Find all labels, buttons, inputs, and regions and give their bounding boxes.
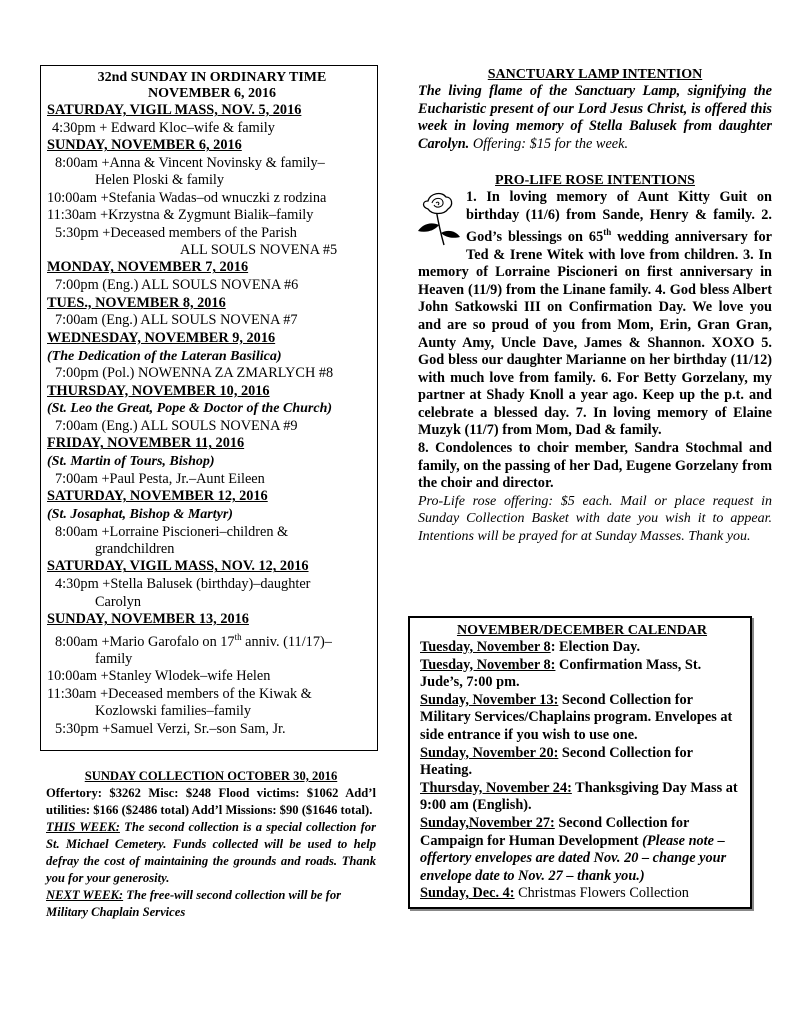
calendar-date: Tuesday, November 8 [420,639,551,655]
calendar-item [420,815,744,885]
mass-intention: 10:00am +Stefania Wadas–od wnuczki z rodzina [47,189,327,206]
mass-intention: 11:30am +Krzystna & Zygmunt Bialik–family [47,207,314,224]
day-heading: SUNDAY, NOVEMBER 6, 2016 [47,137,242,154]
calendar-item [420,885,744,903]
sanctuary-lamp-offering: Offering: $15 for the week. [469,135,629,152]
next-week-label: NEXT WEEK: [46,888,124,902]
prolife-section [418,172,772,546]
calendar-date: Sunday, November 20: [420,744,559,761]
prolife-note: Pro-Life rose offering: $5 each. Mail or place request in Sunday Collection Basket with date you wish it to appear. Intentions will be prayed for at Sunday Masses. Thank you. [418,493,772,545]
mass-schedule-box [40,65,378,751]
mass-intention: 11:30am +Deceased members of the Kiwak & [47,685,312,702]
this-week-label: THIS WEEK: [46,820,120,834]
calendar-title: NOVEMBER/DECEMBER CALENDAR [456,623,708,638]
calendar-item [420,657,744,692]
mass-intention: 8:00am +Lorraine Piscioneri–children & [55,523,289,540]
calendar-item [420,692,744,745]
day-heading: FRIDAY, NOVEMBER 11, 2016 [47,435,245,452]
feast-day: (St. Josaphat, Bishop & Martyr) [47,507,233,523]
prolife-title: PRO-LIFE ROSE INTENTIONS [495,173,695,188]
mass-intention: 4:30pm + Edward Kloc–wife & family [52,119,275,136]
calendar-box [408,616,752,909]
next-week-text: The free-will second collection will be for Military Chaplain Services [46,888,342,919]
mass-intention: 5:30pm +Samuel Verzi, Sr.–son Sam, Jr. [55,720,286,737]
day-heading: MONDAY, NOVEMBER 7, 2016 [47,259,249,276]
calendar-text: Christmas Flowers Collection [514,885,689,902]
sunday-collection [46,768,376,921]
mass-intention: family [95,651,133,668]
calendar-text: : Election Day. [550,639,641,655]
mass-intention: 7:00pm (Pol.) NOWENNA ZA ZMARLYCH #8 [55,365,334,382]
rose-icon [414,191,462,247]
mass-intention: 7:00am (Eng.) ALL SOULS NOVENA #9 [55,418,298,435]
feast-day: (St. Leo the Great, Pope & Doctor of the Church) [47,401,333,417]
mass-intention: 7:00pm (Eng.) ALL SOULS NOVENA #6 [55,277,299,294]
day-heading: SATURDAY, NOVEMBER 12, 2016 [47,488,268,505]
mass-intention: 5:30pm +Deceased members of the Parish [55,224,297,241]
calendar-items [420,639,744,903]
day-heading: SUNDAY, NOVEMBER 13, 2016 [47,611,249,628]
mass-schedule-title: 32nd SUNDAY IN ORDINARY TIME [97,70,327,85]
calendar-text: Thanksgiving Day Mass at 9:00 am (English). [420,779,738,814]
day-heading: THURSDAY, NOVEMBER 10, 2016 [47,382,270,399]
calendar-note: (Please note – offertory envelopes are dated Nov. 20 – change your envelope date to Nov. 27 – thank you.) [420,832,727,884]
mass-intention: 8:00am +Mario Garofalo on 17th anniv. (11/17)– [55,631,332,650]
prolife-intentions: 1. In loving memory of Aunt Kitty Guit on birthday (11/6) from Sande, Henry & family. 2. God’s blessings on 65th wedding anniversary for Ted & Irene Witek with love from children. 3. In memory of Lorraine Piscioneri on first anniversary in Heaven (11/9) from the Linane family. 4. God bless Albert John Satkowski III on Confirmation Day. We love you and are so proud of you from Mom, Erin, Gran Gran, Aunty Amy, Uncle Dave, James & Shannon. XOXO 5. God bless our daughter Marianne on her birthday (11/12) with much love from family. 6. For Betty Gorzelany, my partner at Shady Knoll a year ago. Keep up the p.t. and celebrate a blessed day. 7. In loving memory of Elaine Muzyk (11/7) from Mom, Dad & family. [418,189,772,439]
this-week-text: The second collection is a special collection for St. Michael Cemetery. Funds collected will be used to help defray the cost of maintaining the grounds and roads. Thank you for your generosity. [46,820,377,885]
calendar-date: Tuesday, November 8: [420,656,556,673]
mass-intention: ALL SOULS NOVENA #5 [180,242,338,259]
mass-intention: Carolyn [95,593,142,610]
sanctuary-lamp-section [418,66,772,153]
calendar-text: Second Collection for Military Services/Chaplains program. Envelopes at side entrance if you wish to use one. [420,691,733,743]
mass-intention: 7:00am +Paul Pesta, Jr.–Aunt Eileen [55,470,265,487]
calendar-date: Sunday, November 13: [420,691,559,708]
sanctuary-lamp-title: SANCTUARY LAMP INTENTION [487,67,703,82]
calendar-text: Second Collection for Heating. [420,744,693,779]
calendar-date: Sunday,November 27: [420,814,555,831]
feast-day: (St. Martin of Tours, Bishop) [47,454,215,470]
collection-title: SUNDAY COLLECTION OCTOBER 30, 2016 [84,769,338,783]
prolife-condolences: 8. Condolences to choir member, Sandra Stochmal and family, on the passing of her Dad, Eugene Gorzelany from the choir and director. [418,440,772,492]
day-heading: SATURDAY, VIGIL MASS, NOV. 5, 2016 [47,102,302,118]
calendar-date: Sunday, Dec. 4: [420,885,515,902]
calendar-item [420,639,744,657]
mass-intention: 8:00am +Anna & Vincent Novinsky & family– [55,155,325,171]
mass-intention: 10:00am +Stanley Wlodek–wife Helen [47,668,271,685]
calendar-item [420,745,744,780]
mass-intention: Helen Ploski & family [95,172,225,189]
day-heading: SATURDAY, VIGIL MASS, NOV. 12, 2016 [47,558,309,575]
day-heading: WEDNESDAY, NOVEMBER 9, 2016 [47,329,276,346]
calendar-date: Thursday, November 24: [420,779,572,796]
calendar-text: Second Collection for Campaign for Human Development [420,814,690,849]
mass-rows [47,102,377,738]
mass-intention: Kozlowski families–family [95,703,252,720]
mass-intention: 7:00am (Eng.) ALL SOULS NOVENA #7 [55,312,298,329]
mass-intention: 4:30pm +Stella Balusek (birthday)–daughter [55,576,311,593]
mass-intention: grandchildren [95,541,175,558]
day-heading: TUES., NOVEMBER 8, 2016 [47,294,226,311]
calendar-item [420,780,744,815]
mass-schedule-date: NOVEMBER 6, 2016 [148,86,276,101]
collection-summary: Offertory: $3262 Misc: $248 Flood victims: $1062 Add’l utilities: $166 ($2486 total) Add’l Missions: $90 ($1646 total). [46,786,376,817]
calendar-text: Confirmation Mass, St. Jude’s, 7:00 pm. [420,656,702,691]
feast-day: (The Dedication of the Lateran Basilica) [47,348,282,364]
sanctuary-lamp-text: The living flame of the Sanctuary Lamp, signifying the Eucharistic present of our Lord Jesus Christ, is offered this week in loving memory of Stella Balusek from daughter Carolyn. [418,83,772,152]
